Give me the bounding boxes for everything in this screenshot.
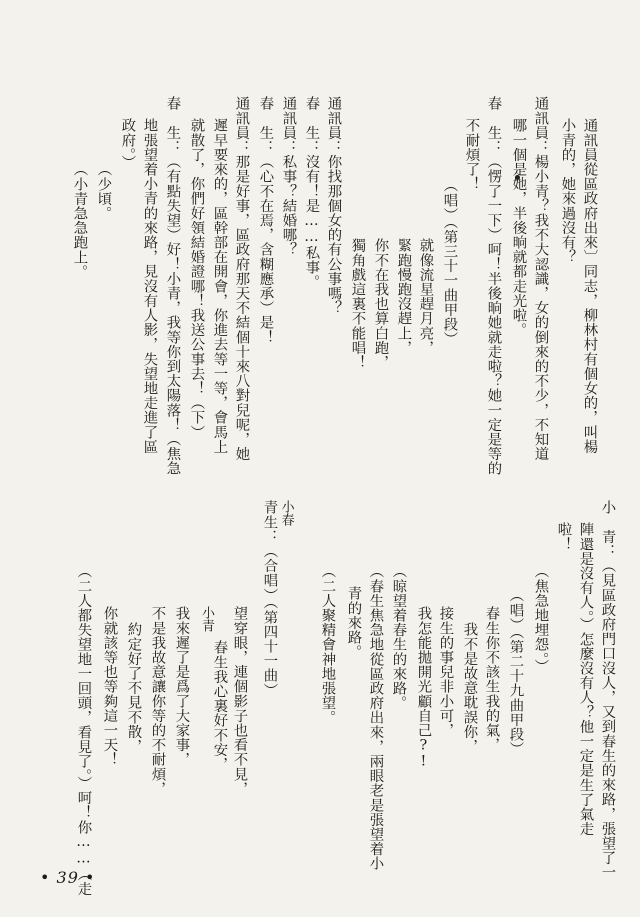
text-column: 你不在我也算白跑， <box>372 238 389 370</box>
text-column: 春生你不該生我的氣， <box>483 606 500 752</box>
text-column: 就像流星趕月亮， <box>417 238 434 355</box>
text-column: 遲早要來的，區幹部在開會，你進去等一等，會馬上 <box>211 118 228 454</box>
text-column: （少頃。 <box>95 162 112 221</box>
text-column: 通訊員：私事？結婚哪？ <box>280 96 297 257</box>
text-column: 陣還是沒有人。）怎麼沒有人？他一定是生了氣走 <box>577 522 594 836</box>
text-column: 哪一個是她，半後晌就都走光啦。 <box>510 118 527 337</box>
text-column: （晾望着春生的來路。 <box>390 564 407 710</box>
text-column: 緊跑慢跑沒趕上， <box>395 238 412 355</box>
text-column: 我怎能拋開光顧自己?! <box>415 606 432 770</box>
text-column: 通訊員從區政府出來〕同志，柳林村有個女的，叫楊 <box>581 118 598 454</box>
text-column: （焦急地埋怨。） <box>532 564 549 674</box>
text-column: 我不是故意耽誤你， <box>461 622 478 754</box>
text-column: （唱）（第二十九曲甲段） <box>507 588 524 756</box>
text-column: 通訊員：你找那個女的有公事嗎？ <box>325 96 342 315</box>
text-column: 春 生：沒有！是……私事。 <box>303 96 320 289</box>
text-column: 約定好了不見不散， <box>125 622 142 754</box>
text-column: 青生：（合唱）（第四十一曲） <box>261 500 278 698</box>
text-column: 我來遲了是爲了大家事， <box>173 606 190 767</box>
text-column: （小青急急跑上。 <box>71 162 88 279</box>
text-column: 就散了，你們好領結婚證哪！我送公事去！（下） <box>188 118 205 440</box>
text-column: 政府。） <box>119 118 136 170</box>
text-column: 春 生：（心不在焉，含糊應承）是！ <box>257 96 274 345</box>
text-column: 獨角戲這裏不能唱！ <box>349 238 366 370</box>
text-column: 小春 <box>278 500 294 527</box>
text-column: 小青的，她來過沒有？ <box>559 118 576 264</box>
text-column: （二人都失望地一回頭，看見了。）呵！你……（走 <box>75 564 92 896</box>
text-column: 啦！ <box>555 522 572 552</box>
text-column: 春 生：（愣了一下）呵！半後晌她就走啦？她一定是等的 <box>485 96 502 476</box>
text-column: 不耐煩了！ <box>463 118 480 191</box>
text-column: 接生的事兒非小可， <box>437 606 454 738</box>
text-column: 青的來路。 <box>345 586 362 659</box>
page-number: • 39 • <box>40 868 96 887</box>
text-column: （唱）（第三十一曲甲段） <box>441 178 458 346</box>
text-column: 小 青：（見區政府門口沒人，又到春生的來路，張望了一 <box>599 500 616 880</box>
text-column: 你就該等也等夠這一天！ <box>101 606 118 767</box>
text-column: 小青 <box>199 606 214 633</box>
text-column: 春 生：（有點失望）好！小青，我等你到太陽落！（焦急 <box>164 96 181 476</box>
text-column: 不是我故意讓你等的不耐煩， <box>149 606 166 796</box>
text-column: 通訊員：那是好事，區政府那天不結個十來八對兒呢，她 <box>233 96 250 461</box>
text-column: 通訊員：楊小青？我不大認識，女的倒來的不少，不知道 <box>532 96 549 461</box>
text-column: 望穿眼，連個影子也看不見， <box>231 606 248 796</box>
text-column: （二人聚精會神地張望。 <box>319 564 336 725</box>
text-column: 地張望着小青的來路，見沒有人影，失望地走進了區 <box>141 118 158 454</box>
text-column: （春生焦急地從區政府出來，兩眼老是張望着小 <box>367 564 384 871</box>
text-column: 春生我心裏好不安， <box>211 640 228 772</box>
